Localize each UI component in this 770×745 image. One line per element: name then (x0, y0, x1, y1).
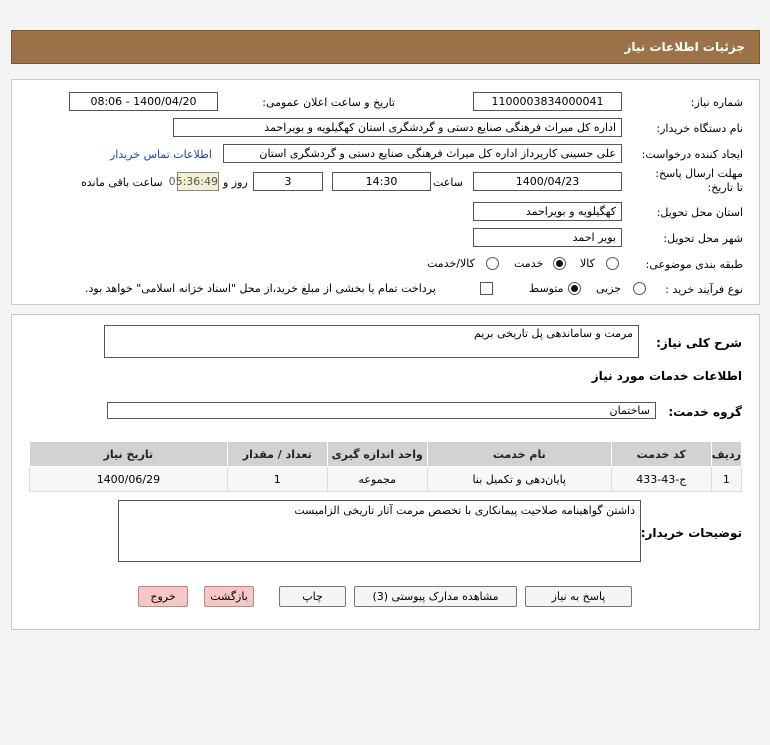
radio-both-icon (486, 257, 499, 270)
print-button[interactable]: چاپ (279, 586, 346, 607)
checkbox-icon (480, 282, 493, 295)
details-panel (11, 79, 760, 305)
province-field: کهگیلویه و بویراحمد (473, 202, 622, 221)
description-label: شرح کلی نیاز: (656, 336, 742, 350)
col-unit: واحد اندازه گیری (327, 442, 427, 467)
days-label: روز و (223, 176, 248, 189)
col-date: تاریخ نیاز (30, 442, 228, 467)
buyer-org-label: نام دستگاه خریدار: (656, 122, 743, 135)
radio-goods-icon (606, 257, 619, 270)
remaining-label: ساعت باقی مانده (81, 176, 163, 189)
treasury-checkbox[interactable] (480, 281, 493, 295)
exit-button[interactable]: خروج (138, 586, 188, 607)
services-table (29, 441, 742, 492)
cell-unit: مجموعه (327, 467, 427, 492)
category-radio-goods[interactable] (606, 256, 619, 270)
deadline-label: مهلت ارسال پاسخ: تا تاریخ: (655, 167, 743, 194)
category-radio-service[interactable] (553, 256, 566, 270)
buyer-notes-field: داشتن گواهینامه صلاحیت پیمانکاری با تخصص مرمت آثار تاریخی الزامیست (118, 500, 641, 562)
category-both-label: کالا/خدمت (427, 257, 475, 270)
page-title: جزئیات اطلاعات نیاز (624, 40, 745, 54)
col-name: نام خدمت (427, 442, 611, 467)
back-button[interactable]: بازگشت (204, 586, 254, 607)
requester-field: علی حسینی کارپرداز اداره کل میراث فرهنگی صنایع دستی و گردشگری استان (223, 144, 622, 163)
city-field: بویر احمد (473, 228, 622, 247)
table-header-row (30, 442, 742, 467)
deadline-time-field: 14:30 (332, 172, 431, 191)
process-label: نوع فرآیند خرید : (665, 283, 743, 296)
city-label: شهر محل تحویل: (663, 232, 743, 245)
col-code: کد خدمت (611, 442, 711, 467)
payment-note: پرداخت تمام یا بخشی از مبلغ خرید،از محل "اسناد خزانه اسلامی" خواهد بود. (85, 282, 436, 295)
radio-medium-icon (568, 282, 581, 295)
deadline-date-field: 1400/04/23 (473, 172, 622, 191)
remaining-timer: 05:36:49 (177, 172, 219, 191)
process-radio-minor[interactable] (633, 281, 646, 295)
col-row: ردیف (711, 442, 741, 467)
category-label: طبقه بندی موضوعی: (645, 258, 743, 271)
col-qty: تعداد / مقدار (227, 442, 327, 467)
cell-row: 1 (711, 467, 741, 492)
days-field: 3 (253, 172, 323, 191)
page-header (11, 30, 760, 64)
cell-date: 1400/06/29 (30, 467, 228, 492)
cell-name: پایان‌دهی و تکمیل بنا (427, 467, 611, 492)
need-number-label: شماره نیاز: (690, 96, 743, 109)
cell-qty: 1 (227, 467, 327, 492)
radio-service-icon (553, 257, 566, 270)
category-service-label: خدمت (514, 257, 544, 270)
service-group-label: گروه خدمت: (668, 405, 742, 419)
table-row (30, 467, 742, 492)
province-label: استان محل تحویل: (656, 206, 743, 219)
buyer-org-field: اداره کل میراث فرهنگی صنایع دستی و گردشگری استان کهگیلویه و بویراحمد (173, 118, 622, 137)
category-radio-both[interactable] (486, 256, 499, 270)
attachments-button[interactable]: مشاهده مدارک پیوستی (3) (354, 586, 517, 607)
service-group-field: ساختمان (107, 402, 656, 419)
category-goods-label: کالا (580, 257, 595, 270)
process-minor-label: جزیی (596, 282, 622, 295)
description-field: مرمت و ساماندهی پل تاریخی بریم (104, 325, 639, 358)
time-label: ساعت (433, 176, 463, 189)
requester-label: ایجاد کننده درخواست: (641, 148, 743, 161)
services-section-title: اطلاعات خدمات مورد نیاز (591, 369, 742, 383)
contact-info-link[interactable]: اطلاعات تماس خریدار (110, 148, 212, 161)
need-number-field: 1100003834000041 (473, 92, 622, 111)
radio-minor-icon (633, 282, 646, 295)
cell-code: ج-43-433 (611, 467, 711, 492)
process-medium-label: متوسط (529, 282, 564, 295)
announce-label: تاریخ و ساعت اعلان عمومی: (262, 96, 395, 109)
process-radio-medium[interactable] (568, 281, 581, 295)
buyer-notes-label: توضیحات خریدار: (640, 526, 742, 540)
announce-field: 1400/04/20 - 08:06 (69, 92, 218, 111)
reply-button[interactable]: پاسخ به نیاز (525, 586, 632, 607)
